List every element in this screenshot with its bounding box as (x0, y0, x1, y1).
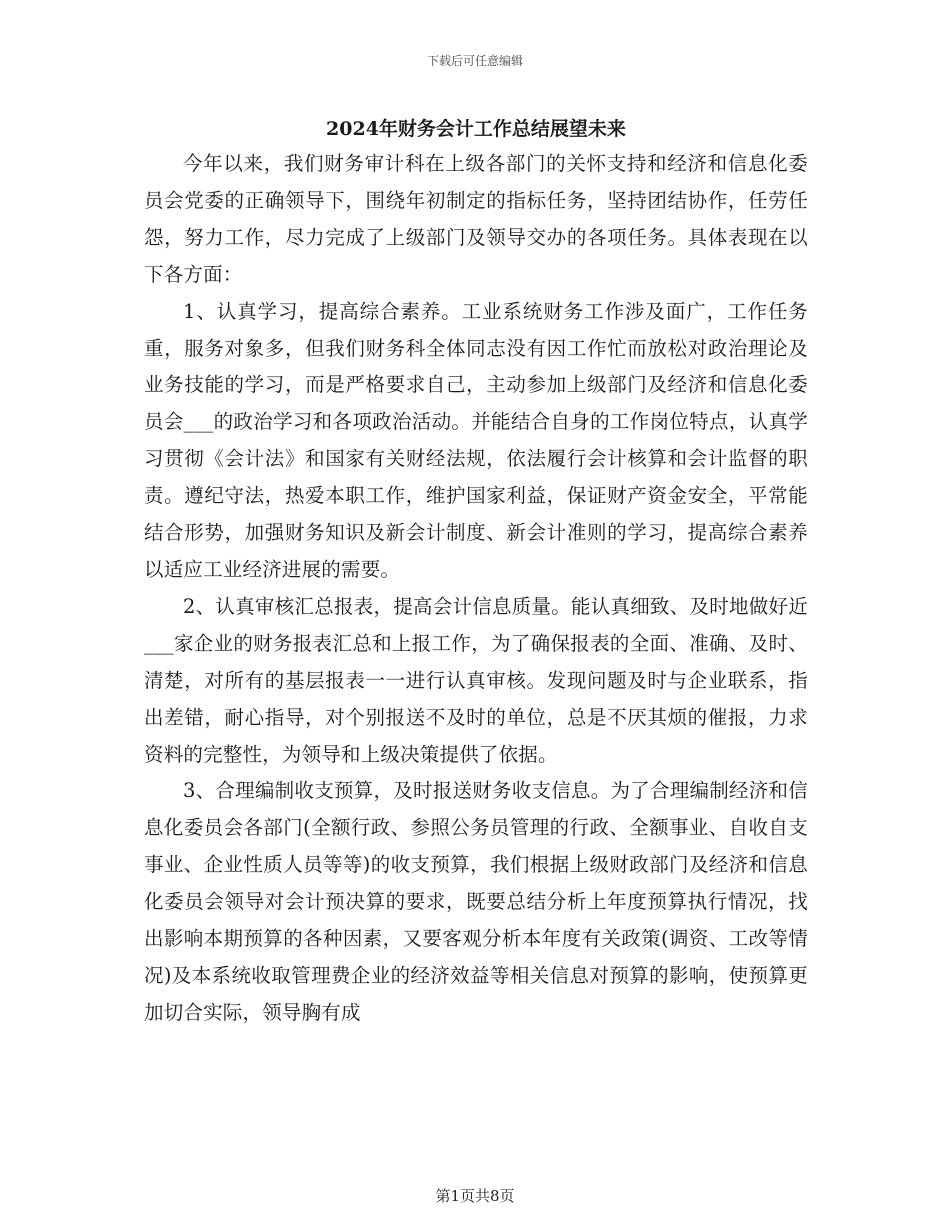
document-body (144, 112, 808, 1032)
paragraph-budget: 3、合理编制收支预算，及时报送财务收支信息。为了合理编制经济和信息化委员会各部门(全额行政、参照公务员管理的行政、全额事业、自收自支事业、企业性质人员等等)的收支预算，我们根据上级财政部门及经济和信息化委员会领导对会计预决算的要求，既要总结分析上年度预算执行情况，找出影响本期预算的各种因素，又要客观分析本年度有关政策(调资、工改等情况)及本系统收取管理费企业的经济效益等相关信息对预算的影响，使预算更加切合实际，领导胸有成 (144, 779, 808, 1024)
page-number: 第1页共8页 (435, 1187, 515, 1205)
intro-paragraph: 今年以来，我们财务审计科在上级各部门的关怀支持和经济和信息化委员会党委的正确领导下，围绕年初制定的指标任务，坚持团结协作，任劳任怨，努力工作，尽力完成了上级部门及领导交办的各项任务。具体表现在以下各方面： (144, 152, 808, 286)
page-header-note: 下载后可任意编辑 (426, 54, 523, 68)
paragraph-study: 1、认真学习，提高综合素养。工业系统财务工作涉及面广，工作任务重，服务对象多，但我们财务科全体同志没有因工作忙而放松对政治理论及业务技能的学习，而是严格要求自己，主动参加上级部门及经济和信息化委员会___的政治学习和各项政治活动。并能结合自身的工作岗位特点，认真学习贯彻《会计法》和国家有关财经法规，依法履行会计核算和会计监督的职责。遵纪守法，热爱本职工作，维护国家利益，保证财产资金安全，平常能结合形势，加强财务知识及新会计制度、新会计准则的学习，提高综合素养以适应工业经济进展的需要。 (144, 299, 808, 581)
paragraph-report-review: 2、认真审核汇总报表，提高会计信息质量。能认真细致、及时地做好近___家企业的财务报表汇总和上报工作，为了确保报表的全面、准确、及时、清楚，对所有的基层报表一一进行认真审核。发现问题及时与企业联系，指出差错，耐心指导，对个别报送不及时的单位，总是不厌其烦的催报，力求资料的完整性，为领导和上级决策提供了依据。 (144, 594, 808, 766)
document-title: 2024年财务会计工作总结展望未来 (326, 118, 626, 140)
